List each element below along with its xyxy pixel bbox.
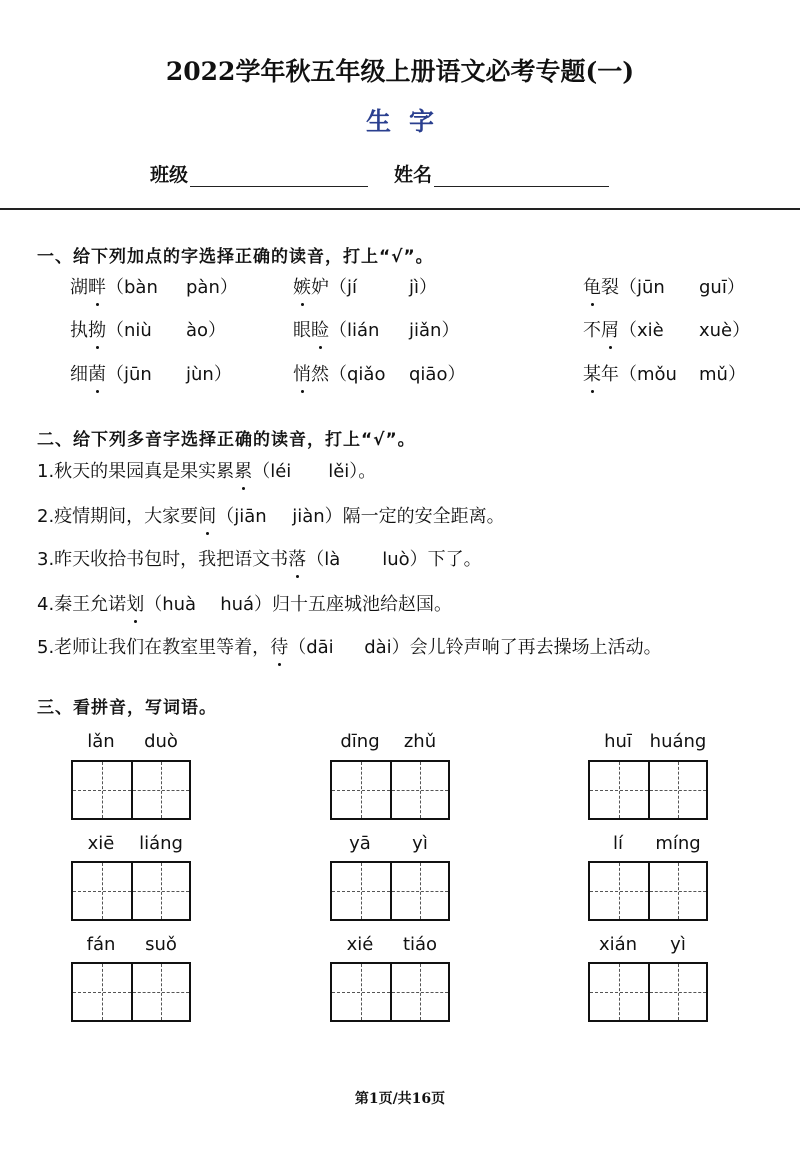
pinyin-label: [330, 833, 450, 854]
paren-close: ）: [219, 277, 238, 298]
pinyin-option-1[interactable]: là: [324, 549, 341, 570]
word-char: 畔: [88, 273, 106, 299]
paren-open: （: [144, 594, 163, 615]
pinyin-syllable-2: tiáo: [402, 934, 438, 955]
pinyin-option-2[interactable]: luò: [382, 549, 410, 570]
word-char: 悄: [293, 360, 311, 386]
name-input-line[interactable]: [434, 165, 609, 187]
writing-cell[interactable]: [390, 762, 448, 818]
pinyin-syllable-1: xiē: [87, 833, 115, 854]
pinyin-option-1[interactable]: huà: [162, 594, 197, 615]
page-title: 2022学年秋五年级上册语文必考专题(一): [165, 57, 635, 86]
writing-cell[interactable]: [332, 863, 390, 919]
class-field: [150, 160, 368, 187]
paren-close: ）: [447, 364, 466, 385]
choice-item: [70, 273, 238, 299]
word-char: 不: [583, 320, 601, 341]
word-char: 睑: [311, 316, 329, 342]
paren-open: （: [619, 364, 637, 385]
dotted-char: 累: [234, 457, 252, 483]
writing-grid: [71, 760, 191, 820]
name-field: [394, 160, 609, 187]
pinyin-option-1[interactable]: dāi: [306, 637, 334, 658]
writing-cell[interactable]: [73, 964, 131, 1020]
word-char: 嫉: [293, 273, 311, 299]
word-char: 菌: [88, 360, 106, 386]
choice-item: [293, 360, 465, 386]
pinyin-option-2[interactable]: jiàn: [292, 506, 325, 527]
pinyin-syllable-1: huī: [604, 731, 632, 752]
pinyin-option-1[interactable]: jūn: [637, 277, 665, 298]
paren-open: （: [619, 277, 637, 298]
sentence-prefix: 2.疫情期间，大家要: [37, 506, 199, 527]
paren-close: ）: [727, 364, 746, 385]
paren-open: （: [106, 364, 124, 385]
pinyin-option-2[interactable]: jì: [409, 277, 420, 298]
writing-cell[interactable]: [648, 863, 706, 919]
pinyin-syllable-1: dīng: [340, 731, 380, 752]
pinyin-option-2[interactable]: jiǎn: [409, 320, 442, 341]
paren-close: ）: [419, 277, 438, 298]
pinyin-syllable-1: lǎn: [87, 731, 115, 752]
pinyin-label: [71, 934, 191, 955]
pinyin-syllable-1: fán: [86, 934, 116, 955]
writing-cell[interactable]: [73, 863, 131, 919]
pinyin-option-1[interactable]: léi: [270, 461, 292, 482]
writing-cell[interactable]: [590, 964, 648, 1020]
pinyin-syllable-2: suǒ: [145, 934, 177, 955]
paren-open: （: [329, 320, 347, 341]
pinyin-syllable-2: yì: [412, 833, 428, 854]
word-char: 细: [70, 364, 88, 385]
pinyin-label: [330, 934, 450, 955]
writing-grid: [588, 962, 708, 1022]
paren-open: （: [252, 461, 271, 482]
writing-cell[interactable]: [590, 863, 648, 919]
page-indicator: 第1页/共16页: [354, 1091, 446, 1107]
writing-cell[interactable]: [332, 762, 390, 818]
pinyin-option-1[interactable]: jiān: [234, 506, 267, 527]
name-label: 姓名: [394, 164, 433, 186]
sentence-prefix: 4.秦王允诺: [37, 594, 127, 615]
pinyin-option-2[interactable]: huá: [220, 594, 255, 615]
writing-cell[interactable]: [390, 964, 448, 1020]
word-char: 妒: [311, 277, 329, 298]
sentence-item: [37, 545, 482, 571]
paren-open: （: [106, 277, 124, 298]
pinyin-option-2[interactable]: guī: [699, 277, 727, 298]
choice-item: [583, 273, 745, 299]
writing-grid: [588, 760, 708, 820]
pinyin-syllable-1: xié: [346, 934, 374, 955]
dotted-char: 落: [288, 545, 306, 571]
sentence-suffix: ）归十五座城池给赵国。: [254, 594, 453, 615]
class-input-line[interactable]: [190, 165, 368, 187]
dotted-char: 待: [270, 633, 288, 659]
paren-open: （: [288, 637, 307, 658]
pinyin-option-2[interactable]: lěi: [328, 461, 350, 482]
sentence-suffix: ）下了。: [409, 549, 482, 570]
writing-grid: [71, 861, 191, 921]
paren-close: ）: [213, 364, 232, 385]
word-char: 裂: [601, 277, 619, 298]
choice-item: [70, 316, 226, 342]
pinyin-syllable-1: yā: [349, 833, 371, 854]
writing-cell[interactable]: [390, 863, 448, 919]
pinyin-label: [588, 731, 708, 752]
word-char: 眼: [293, 320, 311, 341]
word-char: 拗: [88, 316, 106, 342]
writing-cell[interactable]: [73, 762, 131, 818]
pinyin-syllable-2: yì: [670, 934, 686, 955]
dotted-char: 间: [198, 502, 216, 528]
class-label: 班级: [150, 164, 189, 186]
choice-item: [70, 360, 232, 386]
writing-cell[interactable]: [648, 964, 706, 1020]
pinyin-label: [330, 731, 450, 752]
section2-heading: 二、给下列多音字选择正确的读音，打上“√”。: [37, 430, 416, 450]
choice-item: [293, 273, 437, 299]
pinyin-syllable-2: míng: [655, 833, 701, 854]
paren-open: （: [306, 549, 325, 570]
writing-grid: [330, 760, 450, 820]
writing-cell[interactable]: [648, 762, 706, 818]
paren-close: ）: [726, 277, 745, 298]
writing-cell[interactable]: [131, 762, 189, 818]
sentence-prefix: 5.老师让我们在教室里等着，: [37, 637, 271, 658]
writing-grid: [330, 861, 450, 921]
word-char: 龟: [583, 273, 601, 299]
sentence-item: [37, 633, 662, 659]
choice-item: [583, 360, 746, 386]
word-char: 执: [70, 320, 88, 341]
paren-open: （: [106, 320, 124, 341]
paren-open: （: [619, 320, 637, 341]
paren-open: （: [329, 364, 347, 385]
pinyin-option-1[interactable]: lián: [347, 320, 380, 341]
writing-cell[interactable]: [131, 863, 189, 919]
pinyin-option-2[interactable]: qiāo: [409, 364, 448, 385]
writing-cell[interactable]: [332, 964, 390, 1020]
pinyin-syllable-2: duò: [144, 731, 178, 752]
pinyin-option-1[interactable]: bàn: [124, 277, 158, 298]
word-char: 屑: [601, 316, 619, 342]
word-char: 某: [583, 360, 601, 386]
writing-grid: [330, 962, 450, 1022]
pinyin-option-2[interactable]: dài: [364, 637, 392, 658]
paren-close: ）: [732, 320, 751, 341]
word-char: 然: [311, 364, 329, 385]
pinyin-option-1[interactable]: qiǎo: [347, 364, 386, 385]
pinyin-label: [71, 833, 191, 854]
pinyin-label: [588, 934, 708, 955]
sentence-item: [37, 590, 452, 616]
writing-grid: [588, 861, 708, 921]
writing-grid: [71, 962, 191, 1022]
sentence-prefix: 3.昨天收拾书包时，我把语文书: [37, 549, 289, 570]
pinyin-syllable-2: liáng: [139, 833, 183, 854]
writing-cell[interactable]: [590, 762, 648, 818]
word-char: 湖: [70, 277, 88, 298]
pinyin-option-1[interactable]: niù: [124, 320, 152, 341]
section1-heading: 一、给下列加点的字选择正确的读音，打上“√”。: [37, 247, 434, 267]
writing-cell[interactable]: [131, 964, 189, 1020]
pinyin-option-2[interactable]: ào: [186, 320, 209, 341]
pinyin-syllable-2: zhǔ: [403, 731, 437, 752]
pinyin-option-2[interactable]: xuè: [699, 320, 733, 341]
pinyin-option-1[interactable]: xiè: [637, 320, 664, 341]
pinyin-option-2[interactable]: mǔ: [699, 364, 728, 385]
page-subtitle: 生字: [365, 107, 452, 136]
paren-open: （: [329, 277, 347, 298]
paren-close: ）: [208, 320, 227, 341]
pinyin-syllable-1: xián: [598, 934, 638, 955]
pinyin-option-1[interactable]: jí: [347, 277, 358, 298]
student-info: [150, 160, 609, 187]
pinyin-label: [71, 731, 191, 752]
pinyin-option-2[interactable]: jùn: [186, 364, 214, 385]
sentence-item: [37, 457, 376, 483]
choice-item: [583, 316, 750, 342]
pinyin-option-2[interactable]: pàn: [186, 277, 220, 298]
section3-heading: 三、看拼音，写词语。: [37, 698, 217, 718]
pinyin-option-1[interactable]: mǒu: [637, 364, 677, 385]
sentence-prefix: 1.秋天的果园真是果实累: [37, 461, 235, 482]
word-char: 年: [601, 364, 619, 385]
sentence-item: [37, 502, 505, 528]
sentence-suffix: ）。: [349, 461, 377, 482]
pinyin-option-1[interactable]: jūn: [124, 364, 152, 385]
header-divider: [0, 208, 800, 210]
choice-item: [293, 316, 459, 342]
dotted-char: 划: [126, 590, 144, 616]
pinyin-syllable-1: lí: [612, 833, 623, 854]
sentence-suffix: ）会儿铃声响了再去操场上活动。: [391, 637, 662, 658]
pinyin-label: [588, 833, 708, 854]
sentence-suffix: ）隔一定的安全距离。: [324, 506, 505, 527]
paren-open: （: [216, 506, 235, 527]
pinyin-syllable-2: huáng: [649, 731, 707, 752]
paren-close: ）: [441, 320, 460, 341]
